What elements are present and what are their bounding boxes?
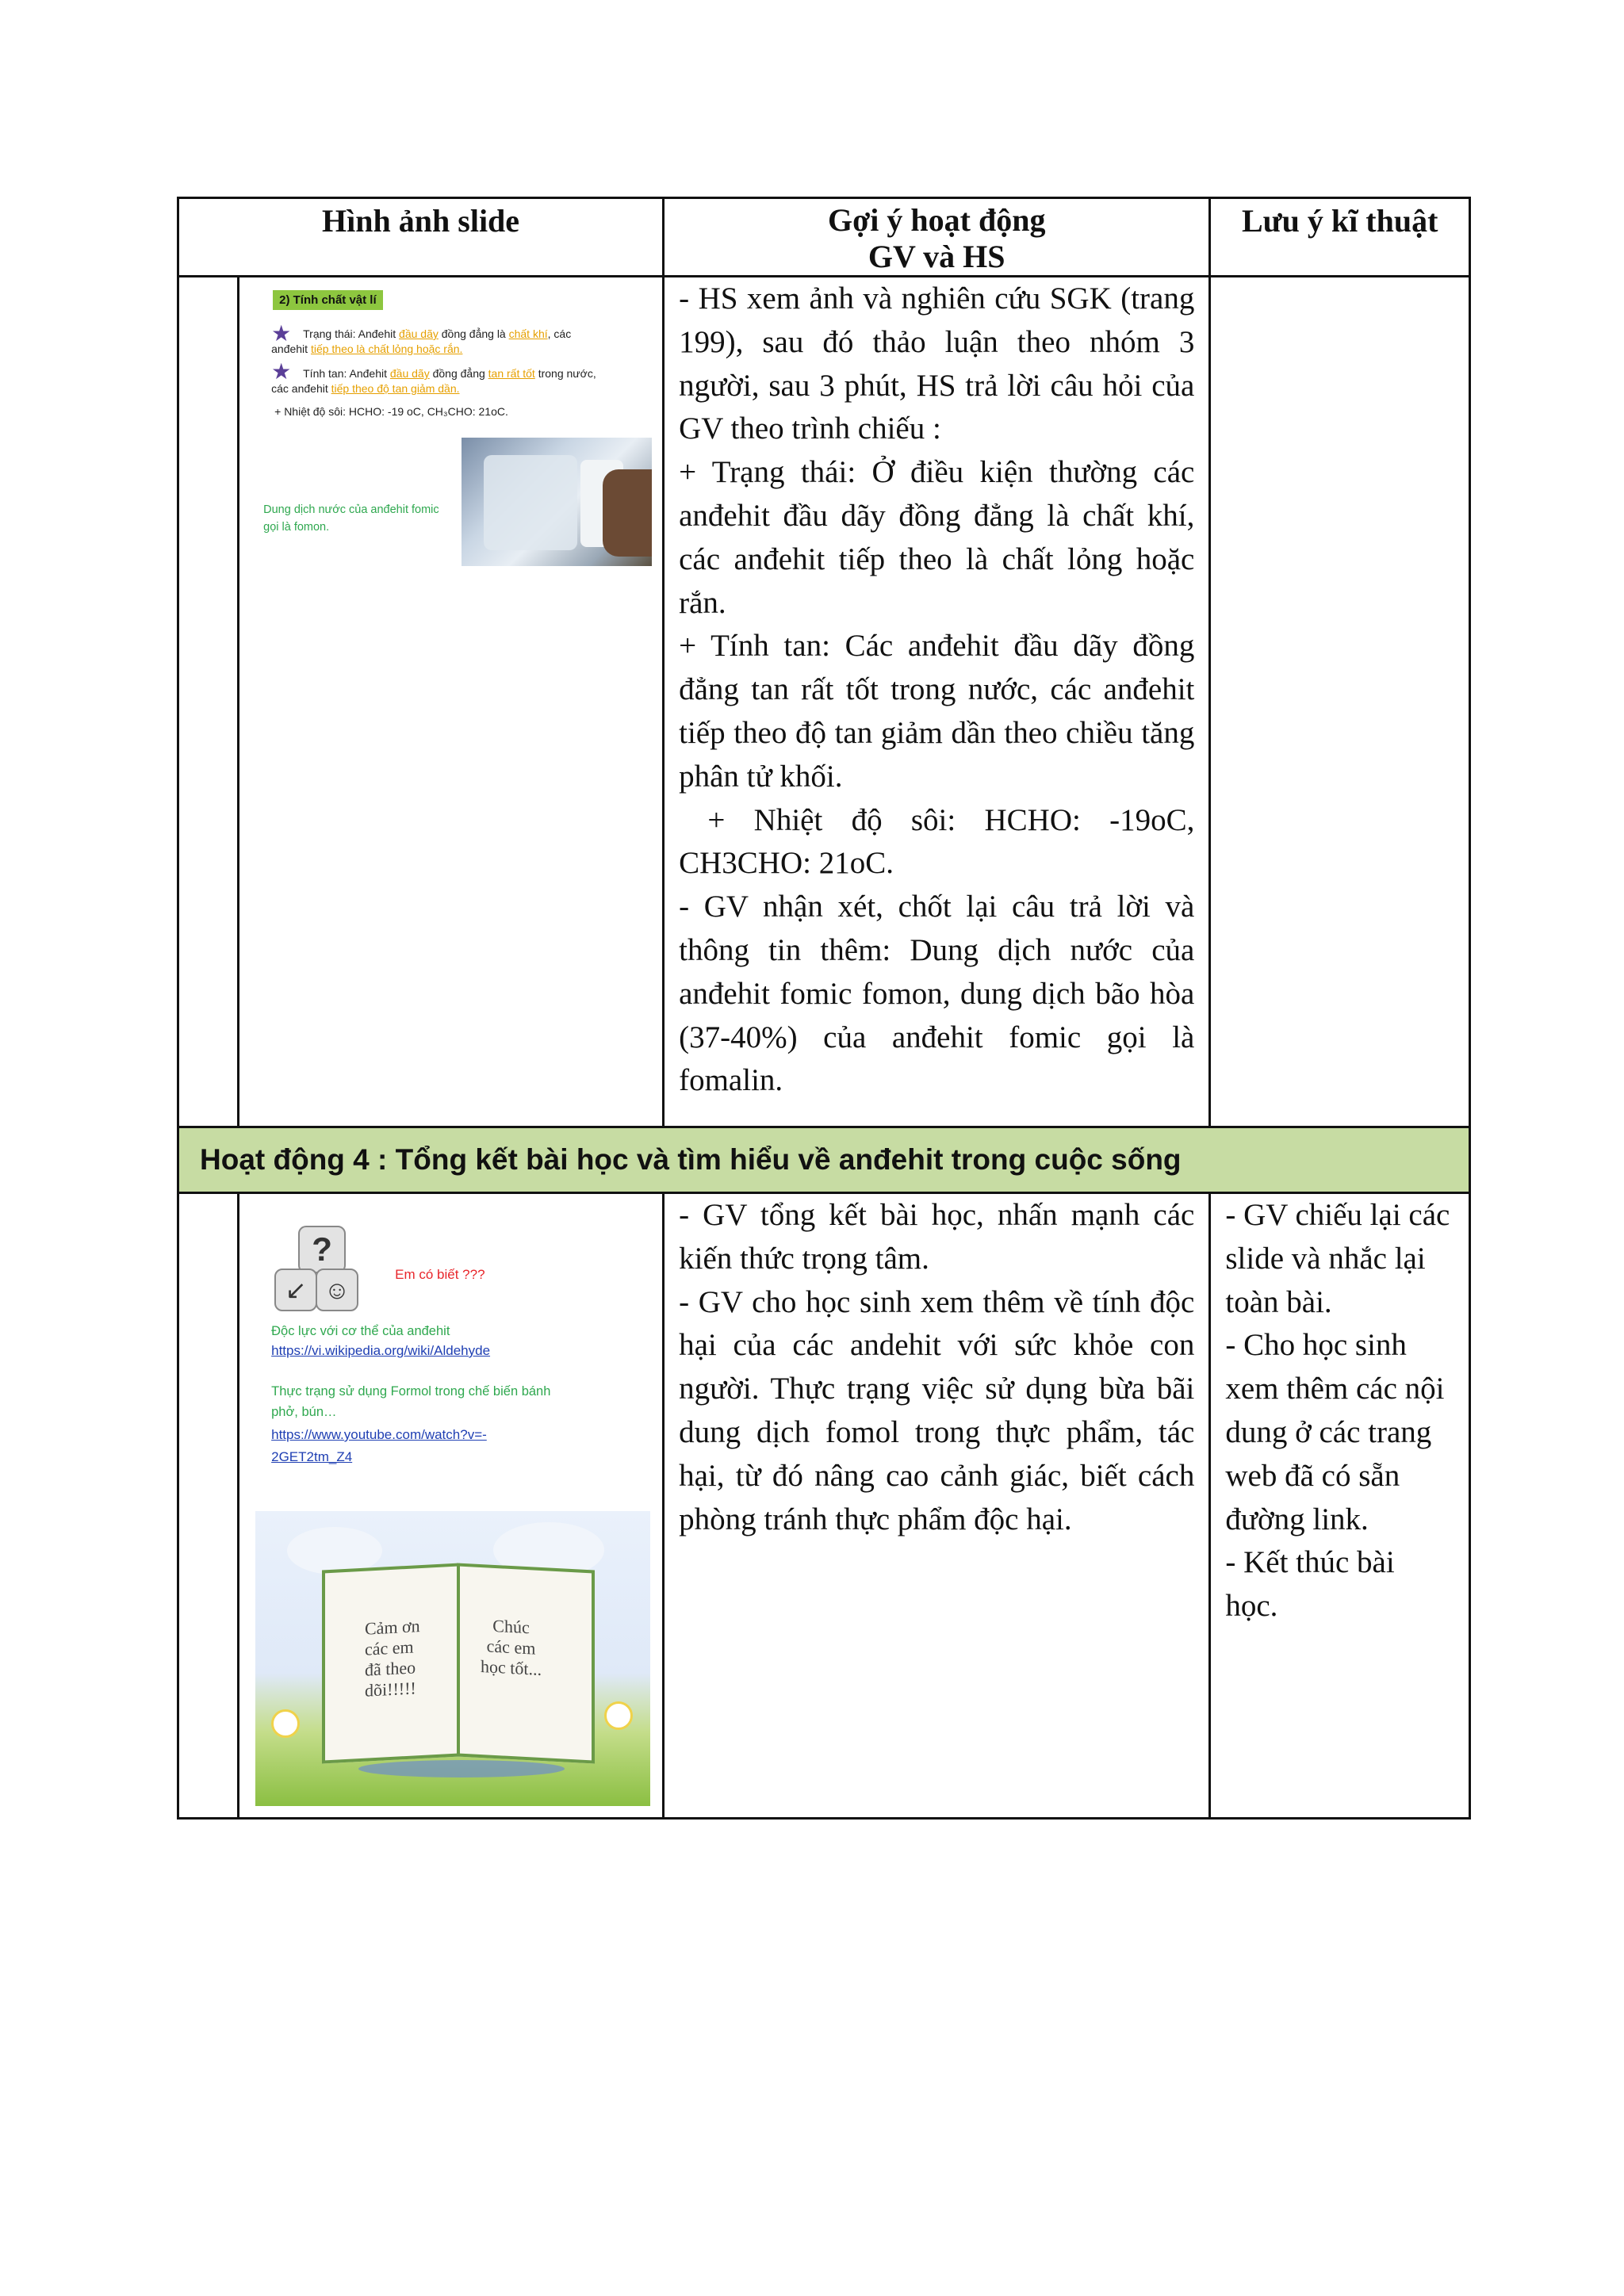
question-mark-icon: ?	[298, 1226, 346, 1273]
text: Cảm ơn	[365, 1616, 420, 1639]
paragraph: - GV tổng kết bài học, nhấn mạnh các kiến thức trọng tâm.	[679, 1198, 1195, 1276]
slide-physical-properties	[239, 277, 664, 610]
slide-image-cell	[239, 1193, 664, 1819]
slide-line: + Nhiệt độ sôi: HCHO: -19 oC, CH₃CHO: 21oC.	[274, 405, 508, 418]
slide-note	[263, 501, 439, 536]
slide-line	[303, 327, 571, 342]
text: đồng đẳng là	[438, 327, 509, 340]
thank-you-book-image	[255, 1511, 650, 1806]
text: trong nước,	[534, 367, 596, 380]
formalin-bottle-photo	[462, 438, 652, 566]
jug-shape	[484, 455, 577, 550]
star-icon: ★	[271, 359, 292, 384]
slide-note: phở, bún…	[271, 1405, 337, 1419]
book-left-page	[322, 1563, 460, 1763]
paragraph: - GV cho học sinh xem thêm về tính độc hại của các andehit với sức khỏe con người. Thực trạng việc sử dụng bừa bãi dung dịch fomol trong thực phẩm, tác hại, từ đó nâng cao cảnh giác, biết cách phòng tránh thực phẩm độc hại.	[679, 1284, 1195, 1536]
question-cubes-icon	[274, 1226, 358, 1313]
activity-text	[665, 277, 1208, 1103]
did-you-know-label: Em có biết ???	[395, 1267, 485, 1282]
star-icon: ★	[271, 321, 292, 346]
notes-cell	[1210, 277, 1470, 1127]
highlight: tiếp theo độ tan giảm dần.	[331, 382, 460, 395]
paragraph: + Trạng thái: Ở điều kiện thường các anđehit đầu dãy đồng đẳng là chất khí, các anđehit tiếp theo là chất lỏng hoặc rắn.	[679, 455, 1195, 620]
text: đồng đẳng	[429, 367, 488, 380]
book-left-text	[365, 1616, 420, 1701]
text: anđehit	[271, 342, 311, 355]
arrow-icon: ↙	[274, 1269, 317, 1311]
table-row	[178, 277, 1470, 1127]
text: Trạng thái: Anđehit	[303, 327, 400, 340]
header-activity-line1: Gợi ý hoạt động	[828, 202, 1046, 238]
text: dõi!!!!!	[365, 1678, 416, 1701]
highlight: chất khí	[508, 327, 548, 340]
youtube-link[interactable]: https://www.youtube.com/watch?v=-	[271, 1427, 487, 1442]
activity-cell	[664, 1193, 1210, 1819]
slide-line	[271, 342, 462, 357]
smiley-icon: ☺	[316, 1269, 358, 1311]
paragraph: - Kết thúc bài học.	[1225, 1545, 1395, 1624]
book-shadow	[358, 1760, 565, 1777]
text: học tốt...	[481, 1656, 542, 1680]
highlight: tan rất tốt	[488, 367, 535, 380]
text: gọi là fomon.	[263, 521, 330, 534]
youtube-link-cont[interactable]: 2GET2tm_Z4	[271, 1449, 353, 1464]
slide-note: Độc lực với cơ thể của anđehit	[271, 1324, 450, 1338]
paragraph: - GV chiếu lại các slide và nhắc lại toàn bài.	[1225, 1198, 1450, 1319]
text: các anđehit	[271, 382, 331, 395]
highlight: đầu dãy	[389, 367, 430, 380]
flower-icon	[271, 1709, 300, 1738]
notes-text	[1211, 1194, 1469, 1628]
lesson-table	[177, 197, 1471, 1820]
slide-line	[303, 366, 596, 381]
header-slide-image: Hình ảnh slide	[178, 198, 664, 277]
slide-line	[271, 381, 459, 396]
paragraph: - HS xem ảnh và nghiên cứu SGK (trang 199), sau đó thảo luận theo nhóm 3 người, sau 3 phút, HS trả lời câu hỏi của GV theo trình chiếu :	[679, 281, 1195, 446]
paragraph: - Cho học sinh xem thêm các nội dung ở các trang web đã có sẵn đường link.	[1225, 1328, 1445, 1536]
activity-heading-row	[178, 1127, 1470, 1193]
flower-icon	[604, 1701, 633, 1730]
paragraph: - GV nhận xét, chốt lại câu trả lời và thông tin thêm: Dung dịch nước của anđehit fomic fomon, dung dịch bão hòa (37-40%) của anđehit fomic gọi là fomalin.	[679, 890, 1195, 1098]
book-right-page	[457, 1563, 595, 1763]
row-index-cell	[178, 1193, 239, 1819]
header-technical-notes: Lưu ý kĩ thuật	[1210, 198, 1470, 277]
table-header-row	[178, 198, 1470, 277]
slide-title: 2) Tính chất vật lí	[273, 290, 383, 310]
text: đã theo	[365, 1657, 416, 1680]
slide-note: Thực trạng sử dụng Formol trong chế biến bánh	[271, 1384, 551, 1399]
slide-image-cell	[239, 277, 664, 1127]
text: Tính tan: Anđehit	[303, 367, 390, 380]
header-activity-line2: GV và HS	[868, 239, 1005, 274]
paragraph: + Nhiệt độ sôi: HCHO: -19oC, CH3CHO: 21oC.	[679, 802, 1203, 881]
text: , các	[547, 327, 572, 340]
activity-cell	[664, 277, 1210, 1127]
header-activity	[664, 198, 1210, 277]
notes-cell	[1210, 1193, 1470, 1819]
paragraph: + Tính tan: Các anđehit đầu dãy đồng đẳng tan rất tốt trong nước, các anđehit tiếp theo độ tan giảm dần theo chiều tăng phân tử khối.	[679, 629, 1195, 794]
text: các em	[365, 1636, 414, 1659]
highlight: đầu dãy	[399, 327, 439, 340]
row-index-cell	[178, 277, 239, 1127]
text: các em	[486, 1636, 536, 1659]
activity-text	[665, 1194, 1208, 1541]
highlight: tiếp theo là chất lỏng hoặc rắn.	[310, 342, 463, 355]
slide-summary	[239, 1194, 664, 1817]
wikipedia-link[interactable]: https://vi.wikipedia.org/wiki/Aldehyde	[271, 1343, 491, 1358]
text: Dung dịch nước của anđehit fomic	[263, 503, 439, 516]
table-row	[178, 1193, 1470, 1819]
activity-4-title: Hoạt động 4 : Tổng kết bài học và tìm hiểu về anđehit trong cuộc sống	[178, 1127, 1470, 1193]
book-right-text	[481, 1615, 542, 1680]
text: Chúc	[492, 1615, 530, 1638]
hand-shape	[603, 469, 652, 557]
